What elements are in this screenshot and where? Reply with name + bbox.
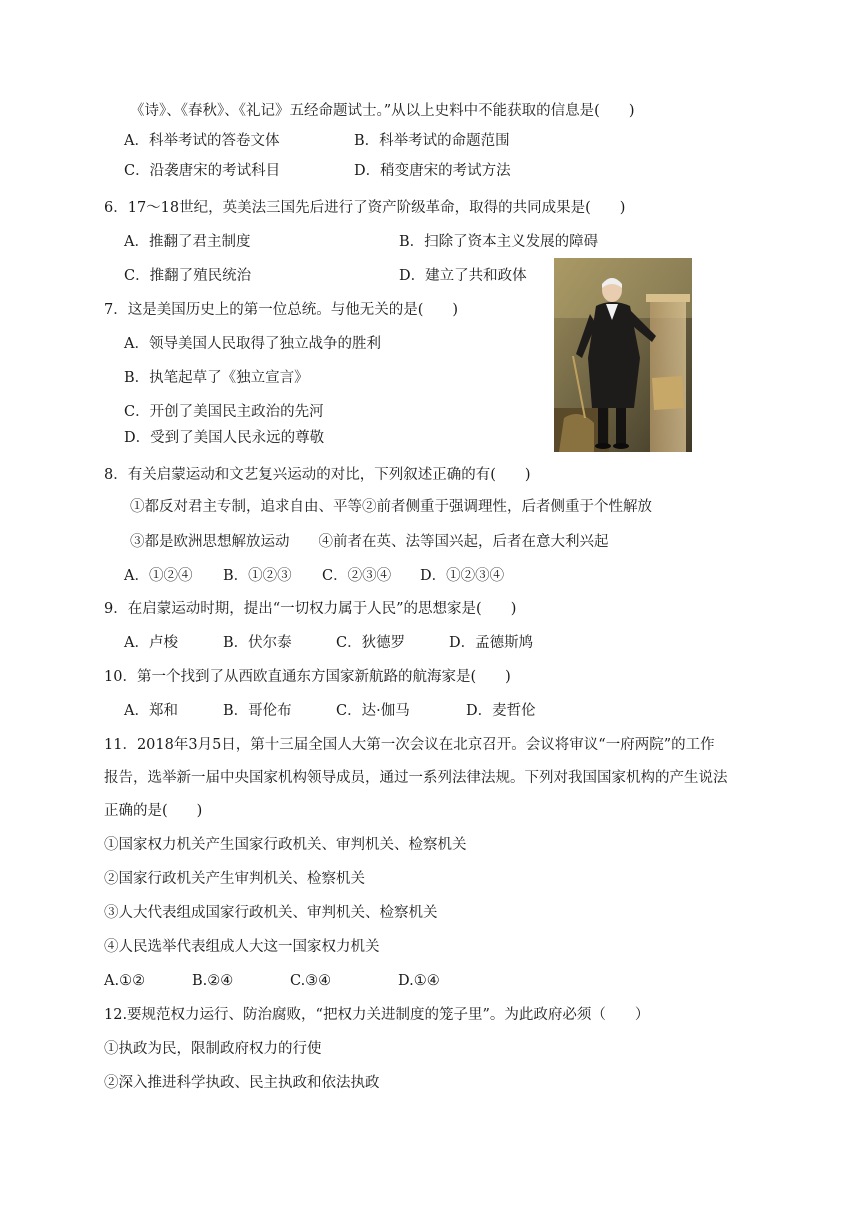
q7-option-a[interactable]: A．领导美国人民取得了独立战争的胜利: [124, 336, 381, 352]
q11-option-c[interactable]: C.③④: [290, 973, 332, 989]
q10-option-d[interactable]: D．麦哲伦: [466, 703, 536, 719]
q10-option-a[interactable]: A．郑和: [124, 703, 178, 719]
q5-option-b[interactable]: B．科举考试的命题范围: [354, 133, 510, 149]
q8-option-a[interactable]: A．①②④: [124, 568, 193, 584]
q8-items-line2: ③都是欧洲思想解放运动 ④前者在英、法等国兴起，后者在意大利兴起: [130, 534, 609, 550]
president-portrait-image: [554, 258, 692, 452]
q11-stem-line3: 正确的是( ): [104, 803, 203, 819]
q11-stem-line1: 11．2018年3月5日，第十三届全国人大第一次会议在北京召开。会议将审议“一府两院”的工作: [104, 737, 715, 753]
q11-stem-line2: 报告，选举新一届中央国家机构领导成员，通过一系列法律法规。下列对我国国家机构的产生说法: [104, 770, 728, 786]
q5-stem: 《诗》、《春秋》、《礼记》五经命题试士。”从以上史料中不能获取的信息是( ): [130, 103, 635, 119]
q12-item-2: ②深入推进科学执政、民主执政和依法执政: [104, 1075, 380, 1091]
q12-item-1: ①执政为民，限制政府权力的行使: [104, 1041, 322, 1057]
q11-item-2: ②国家行政机关产生审判机关、检察机关: [104, 871, 365, 887]
q10-option-b[interactable]: B．哥伦布: [223, 703, 292, 719]
q7-stem: 7．这是美国历史上的第一位总统。与他无关的是( ): [104, 302, 459, 318]
q8-option-c[interactable]: C．②③④: [322, 568, 392, 584]
q5-option-d[interactable]: D．稍变唐宋的考试方法: [354, 163, 511, 179]
q6-stem: 6．17～18世纪，英美法三国先后进行了资产阶级革命，取得的共同成果是( ): [104, 200, 626, 216]
q6-option-a[interactable]: A．推翻了君主制度: [124, 234, 251, 250]
q11-item-4: ④人民选举代表组成人大这一国家权力机关: [104, 939, 380, 955]
q10-stem: 10．第一个找到了从西欧直通东方国家新航路的航海家是( ): [104, 669, 511, 685]
q9-option-d[interactable]: D．孟德斯鸠: [449, 635, 534, 651]
q9-stem: 9．在启蒙运动时期，提出“一切权力属于人民”的思想家是( ): [104, 601, 517, 617]
q5-option-a[interactable]: A．科举考试的答卷文体: [124, 133, 280, 149]
q6-option-c[interactable]: C．推翻了殖民统治: [124, 268, 252, 284]
q11-item-1: ①国家权力机关产生国家行政机关、审判机关、检察机关: [104, 837, 467, 853]
q9-option-c[interactable]: C．狄德罗: [336, 635, 406, 651]
q10-option-c[interactable]: C．达·伽马: [336, 703, 410, 719]
q6-option-b[interactable]: B．扫除了资本主义发展的障碍: [399, 234, 599, 250]
q11-option-a[interactable]: A.①②: [104, 973, 146, 989]
q12-stem: 12.要规范权力运行、防治腐败，“把权力关进制度的笼子里”。为此政府必须（ ）: [104, 1007, 650, 1023]
q11-option-b[interactable]: B.②④: [192, 973, 234, 989]
q7-option-b[interactable]: B．执笔起草了《独立宣言》: [124, 370, 309, 386]
q9-option-a[interactable]: A．卢梭: [124, 635, 178, 651]
q8-option-b[interactable]: B．①②③: [223, 568, 292, 584]
q7-option-c[interactable]: C．开创了美国民主政治的先河: [124, 404, 324, 420]
q9-option-b[interactable]: B．伏尔泰: [223, 635, 292, 651]
q5-option-c[interactable]: C．沿袭唐宋的考试科目: [124, 163, 281, 179]
q11-option-d[interactable]: D.①④: [398, 973, 440, 989]
q8-option-d[interactable]: D．①②③④: [420, 568, 505, 584]
q8-stem: 8．有关启蒙运动和文艺复兴运动的对比，下列叙述正确的有( ): [104, 467, 531, 483]
q8-items-line1: ①都反对君主专制，追求自由、平等②前者侧重于强调理性，后者侧重于个性解放: [130, 499, 652, 515]
q7-option-d[interactable]: D．受到了美国人民永远的尊敬: [124, 430, 325, 446]
q11-item-3: ③人大代表组成国家行政机关、审判机关、检察机关: [104, 905, 438, 921]
q6-option-d[interactable]: D．建立了共和政体: [399, 268, 527, 284]
